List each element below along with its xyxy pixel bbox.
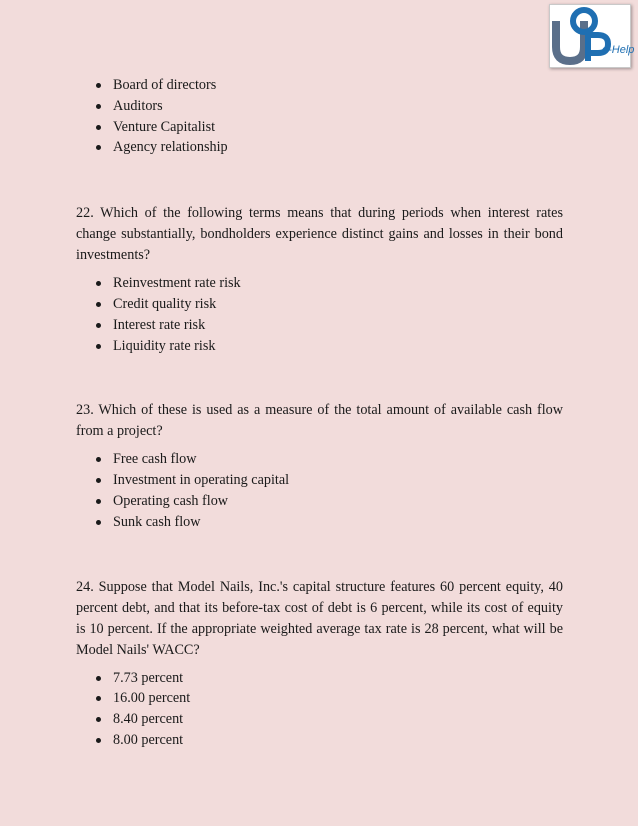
question-23: 23. Which of these is used as a measure of the total amount of available cash flow from a project? [76,402,563,440]
q24-options [76,668,563,751]
list-item: 8.40 percent [113,709,563,730]
list-item: 7.73 percent [113,668,563,689]
list-item: Interest rate risk [113,315,563,336]
question-24: 24. Suppose that Model Nails, Inc.'s capital structure features 60 percent equity, 40 percent debt, and that its before-tax cost of debt is 6 percent, while its cost of equity is 10 percent. If the appropriate weighted average tax rate is 28 percent, what will be Model Nails' WACC? [76,578,563,658]
list-item: Board of directors [113,75,563,96]
logo-mark-icon [550,5,635,67]
list-item: Reinvestment rate risk [113,273,563,294]
list-item: Operating cash flow [113,491,563,512]
list-item: Sunk cash flow [113,512,563,533]
list-item: Free cash flow [113,449,563,470]
q21-options [76,75,563,158]
logo-text: e-Help [602,44,635,56]
list-item: Venture Capitalist [113,117,563,138]
question-22: 22. Which of the following terms means that during periods when interest rates change substantially, bondholders experience distinct gains and losses in their bond investments? [76,205,563,264]
list-item: Investment in operating capital [113,470,563,491]
q23-options [76,449,563,532]
list-item: Auditors [113,96,563,117]
list-item: 16.00 percent [113,688,563,709]
document-body [76,75,563,751]
brand-logo [549,4,635,68]
list-item: 8.00 percent [113,730,563,751]
list-item: Liquidity rate risk [113,336,563,357]
list-item: Agency relationship [113,137,563,158]
list-item: Credit quality risk [113,294,563,315]
q22-options [76,273,563,356]
